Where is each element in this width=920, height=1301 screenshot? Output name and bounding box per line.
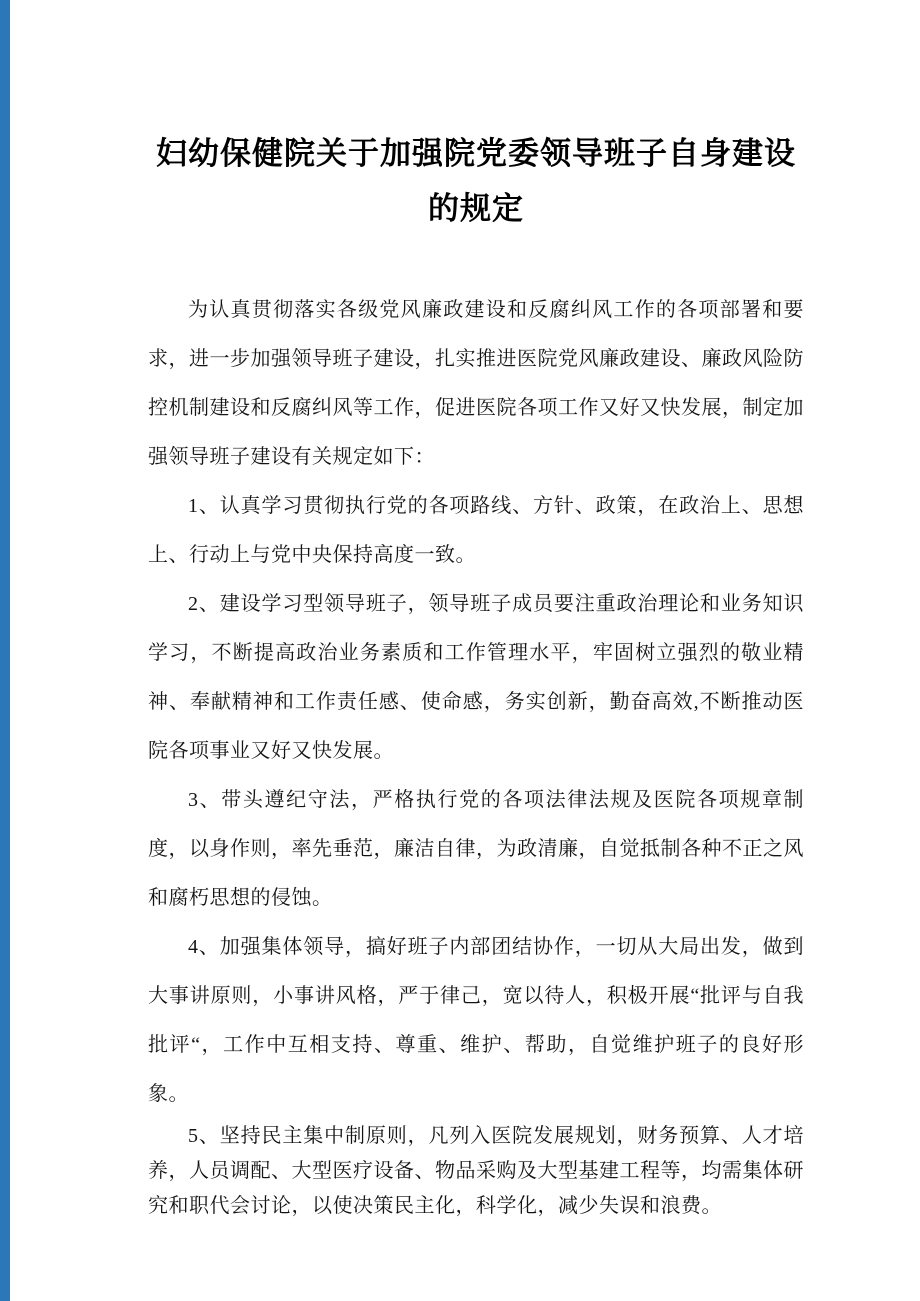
rule-item-4: 4、加强集体领导，搞好班子内部团结协作，一切从大局出发，做到大事讲原则，小事讲风格，严于律己，宽以待人，积极开展“批评与自我批评“，工作中互相支持、尊重、维护、帮助，自觉维护班子的良好形象。 xyxy=(148,936,804,1106)
document-content xyxy=(148,126,804,1224)
rule-item-1: 1、认真学习贯彻执行党的各项路线、方针、政策，在政治上、思想上、行动上与党中央保持高度一致。 xyxy=(148,495,804,567)
rule-item-3: 3、带头遵纪守法，严格执行党的各项法律法规及医院各项规章制度，以身作则，率先垂范，廉洁自律，为政清廉，自觉抵制各种不正之风和腐朽思想的侵蚀。 xyxy=(148,789,804,910)
rule-item-2: 2、建设学习型领导班子，领导班子成员要注重政治理论和业务知识学习，不断提高政治业务素质和工作管理水平，牢固树立强烈的敬业精神、奉献精神和工作责任感、使命感，务实创新，勤奋高效,不断推动医院各项事业又好又快发展。 xyxy=(148,593,804,763)
intro-paragraph: 为认真贯彻落实各级党风廉政建设和反腐纠风工作的各项部署和要求，进一步加强领导班子建设，扎实推进医院党风廉政建设、廉政风险防控机制建设和反腐纠风等工作，促进医院各项工作又好又快发展，制定加强领导班子建设有关规定如下： xyxy=(148,299,804,469)
rule-item-5: 5、坚持民主集中制原则，凡列入医院发展规划，财务预算、人才培养，人员调配、大型医疗设备、物品采购及大型基建工程等，均需集体研究和职代会讨论，以使决策民主化，科学化，减少失误和浪费。 xyxy=(148,1125,804,1218)
left-accent-bar xyxy=(0,0,10,1301)
document-title: 妇幼保健院关于加强院党委领导班子自身建设的规定 xyxy=(156,136,796,227)
